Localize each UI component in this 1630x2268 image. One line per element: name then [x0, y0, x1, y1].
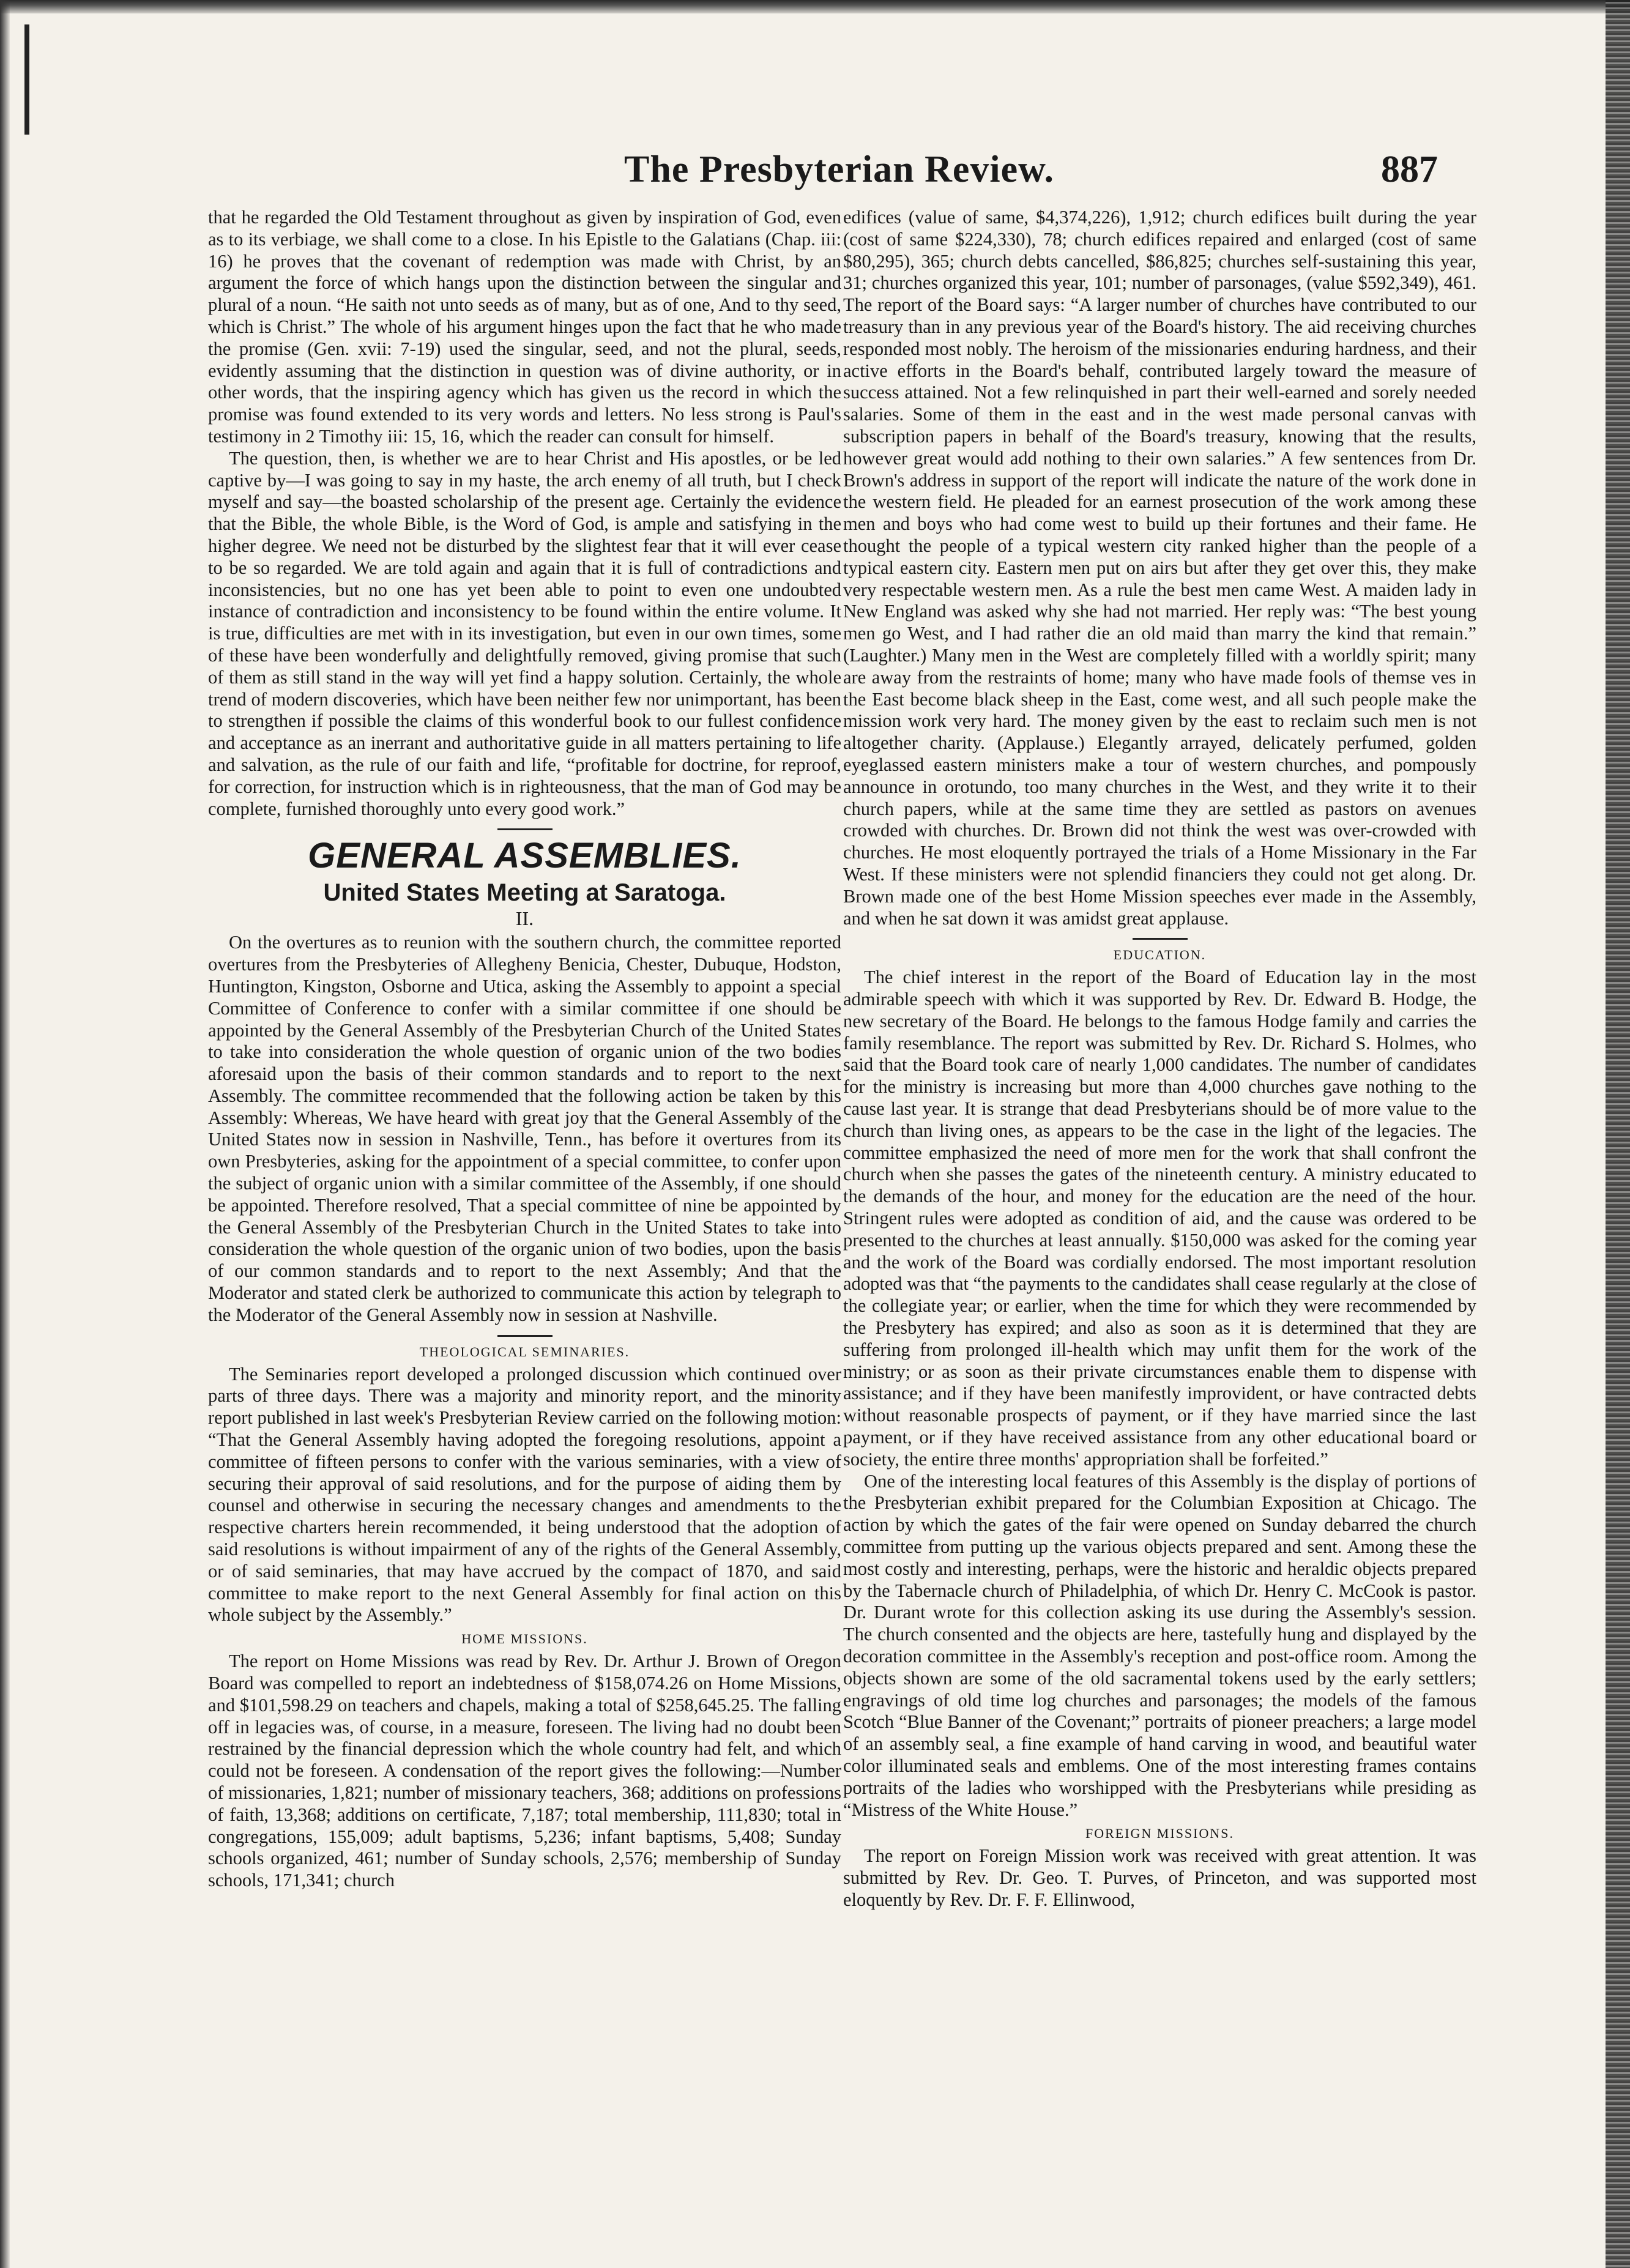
- education-title: EDUCATION.: [1113, 947, 1207, 963]
- assembly-heading: GENERAL ASSEMBLIES.: [308, 836, 742, 876]
- scan-top-edge: [0, 0, 1630, 13]
- home-missions-continued: edifices (value of same, $4,374,226), 1,912; church edifices built during the year (cost of same $224,330), 78; church edifices repaired and enlarged (cost of same $80,295), 365; church debts cancelled, $86,825; churches self-sustaining this year, 31; churches organized this year, 101; number of parsonages, (value $592,349), 461. The report of the Board says: “A larger number of churches have contributed to our treasury than in any previous year of the Board's history. The aid receiving churches responded most nobly. The heroism of the missionaries enduring hardness, and their active efforts in the Board's behalf, contributed largely toward the measure of success attained. Not a few relinquished in part their well-earned and sorely needed salaries. Some of them in the east and in the west made personal canvas with subscription papers in behalf of the Board's treasury, knowing that the results, however great would add nothing to their own salaries.” A few sentences from Dr. Brown's address in support of the report will indicate the nature of the work done in the western field. He pleaded for an earnest prosecution of the work among these men and boys who had come west to build up their fortunes and their fame. He thought the people of a typical western city ranked higher than the people of a typical eastern city. Eastern men put on airs but after they get over this, they make very respectable western men. As a rule the best men came West. A maiden lady in New England was asked why she had not married. Her reply was: “The best young men go West, and I had rather die an old maid than marry the kind that remain.” (Laughter.) Many men in the West are completely filled with a worldly spirit; many are away from the restraints of home; many who have made fools of themse ves in the East become black sheep in the East, come west, and all such people make the mission work very hard. The money given by the east to reclaim such men is not altogether charity. (Applause.) Elegantly arrayed, delicately perfumed, golden eyeglassed eastern ministers make a tour of western churches, and pompously announce in orotundo, too many churches in the West, and they write it to their church papers, while at the same time they are settled as pastors on avenues crowded with churches. Dr. Brown did not think the west was over-crowded with churches. He most eloquently portrayed the trials of a Home Missionary in the Far West. If these ministers were not splendid financiers they could not get along. Dr. Brown made one of the best Home Mission speeches ever made in the Assembly, and when he sat down it was amidst great applause.: [843, 207, 1476, 929]
- publication-title: The Presbyterian Review.: [624, 149, 1055, 190]
- home-missions-title: HOME MISSIONS.: [461, 1631, 588, 1647]
- section-divider: [1133, 938, 1188, 940]
- article-paragraph: The question, then, is whether we are to hear Christ and His apostles, or be led captive by—I was going to say in my haste, the arch enemy of all truth, but I check myself and say—the boasted scholarship of the present age. Certainly the evidence that the Bible, the whole Bible, is the Word of God, is ample and satisfying in the higher degree. We need not be disturbed by the slightest fear that it will ever cease to be so regarded. We are told again and again that it is full of contradictions and inconsistencies, but no one has yet been able to point to even one undoubted instance of contradiction and inconsistency to be found within the entire volume. It is true, difficulties are met with in its investigation, but even in our own times, some of these have been wonderfully and delightfully removed, giving promise that such of them as still stand in the way will yet find a happy solution. Certainly, the whole trend of modern discoveries, which have been neither few nor unimportant, has been to strengthen if possible the claims of this wonderful book to our fullest confidence and acceptance as an inerrant and authoritative guide in all matters pertaining to life and salvation, as the rule of our faith and life, “profitable for doctrine, for reproof, for correction, for instruction which is in righteousness, that the man of God may be complete, furnished thoroughly unto every good work.”: [208, 447, 841, 819]
- home-missions-paragraph: The report on Home Missions was read by Rev. Dr. Arthur J. Brown of Oregon Board was compelled to report an indebtedness of $158,074.26 on Home Missions, and $101,598.29 on teachers and chapels, making a total of $258,645.25. The falling off in legacies was, of course, in a measure, foreseen. The living had no doubt been restrained by the financial depression which the whole country had felt, and which could not be foreseen. A condensation of the report gives the following:—Number of missionaries, 1,821; number of missionary teachers, 368; additions on professions of faith, 13,368; additions on certificate, 7,187; total membership, 111,830; total in congregations, 155,009; adult baptisms, 5,236; infant baptisms, 5,408; Sunday schools organized, 461; number of Sunday schools, 2,576; membership of Sunday schools, 171,341; church: [208, 1651, 841, 1891]
- overtures-paragraph: On the overtures as to reunion with the southern church, the committee reported overtures from the Presbyteries of Allegheny Benicia, Chester, Dubuque, Hodston, Huntington, Kingston, Osborne and Utica, asking the Assembly to appoint a special Committee of Conference to confer with a similar committee if one should be appointed by the General Assembly of the Presbyterian Church of the United States to take into consideration the whole question of organic union of the two bodies aforesaid upon the basis of their common standards and to report to the next Assembly. The committee recommended that the following action be taken by this Assembly: Whereas, We have heard with great joy that the General Assembly of the United States now in session in Nashville, Tenn., has before it overtures from its own Presbyteries, asking for the appointment of a special committee, to confer upon the subject of organic union with a similar committee of the Assembly, if one should be appointed. Therefore resolved, That a special committee of nine be appointed by the General Assembly of the Presbyterian Church in the United States to take into consideration the whole question of the organic union of two bodies, upon the basis of our common standards and to report to the next Assembly; And that the Moderator and stated clerk be authorized to communicate this action by telegraph to the Moderator of the General Assembly now in session at Nashville.: [208, 932, 841, 1325]
- left-column: [208, 207, 841, 1892]
- article-paragraph: that he regarded the Old Testament throughout as given by inspiration of God, even as to its verbiage, we shall come to a close. In his Epistle to the Galatians (Chap. iii: 16) he proves that the covenant of redemption was made with Christ, by an argument the force of which hangs upon the distinction between the singular and plural of a noun. “He saith not unto seeds as of many, but as of one, And to thy seed, which is Christ.” The whole of his argument hinges upon the fact that he who made the promise (Gen. xvii: 7-19) used the singular, seed, and not the plural, seeds, evidently assuming that the distinction in question was of divine authority, or in other words, that the inspiring agency which has given us the record in which the promise was found extended to its very words and letters. No less strong is Paul's testimony in 2 Timothy iii: 15, 16, which the reader can consult for himself.: [208, 207, 841, 447]
- education-paragraph: The chief interest in the report of the Board of Education lay in the most admirable speech with which it was supported by Rev. Dr. Edward B. Hodge, the new secretary of the Board. He belongs to the famous Hodge family and carries the family resemblance. The report was submitted by Rev. Dr. Richard S. Holmes, who said that the Board took care of nearly 1,000 candidates. The number of candidates for the ministry is increasing but more than 4,000 churches gave nothing to the cause last year. It is strange that dead Presbyterians should be of more value to the church than living ones, as appears to be the case in the light of the legacies. The committee emphasized the need of more men for the work that shall confront the church when she passes the gates of the nineteenth century. A ministry educated to the demands of the hour, and money for the education are the need of the hour. Stringent rules were adopted as condition of aid, and the cause was ordered to be presented to the churches at least annually. $150,000 was asked for the coming year and the work of the Board was cordially endorsed. The most important resolution adopted was that “the payments to the candidates shall cease regularly at the close of the collegiate year; or earlier, when the time for which they were recommended by the Presbytery has expired; and also as soon as it is determined that they are suffering from prolonged ill-health which may unfit them for the work of the ministry; or as soon as their private circumstances enable them to dispense with assistance; and if they have been manifestly improvident, or have contracted debts without reasonable prospects of payment, or if they have married since the last payment, or if they have received assistance from any other educational board or society, the entire three months' appropriation shall be forfeited.”: [843, 967, 1476, 1470]
- section-divider: [497, 828, 553, 830]
- seminaries-paragraph: The Seminaries report developed a prolonged discussion which continued over parts of three days. There was a majority and minority report, and the minority report published in last week's Presbyterian Review carried on the following motion: “That the General Assembly having adopted the foregoing resolutions, appoint a committee of fifteen persons to confer with the various seminaries, with a view of securing their approval of said resolutions, and for the purpose of aiding them by counsel and otherwise in securing the necessary changes and amendments to the respective charters herein recommended, it being understood that the adoption of said resolutions is without impairment of any of the rights of the General Assembly, or of said seminaries, that may have accrued by the compact of 1870, and said committee to make report to the next General Assembly for final action on this whole subject by the Assembly.”: [208, 1363, 841, 1626]
- page-number: 887: [1381, 149, 1438, 190]
- right-column: [843, 207, 1476, 1911]
- exhibit-paragraph: One of the interesting local features of this Assembly is the display of portions of the Presbyterian exhibit prepared for the Columbian Exposition at Chicago. The action by which the gates of the fair were opened on Sunday debarred the church committee from putting up the various objects prepared and sent. Among these the most costly and interesting, perhaps, were the historic and heraldic objects prepared by the Tabernacle church of Philadelphia, of which Dr. Henry C. McCook is pastor. Dr. Durant wrote for this collection asking its use during the Assembly's session. The church consented and the objects are here, tastefully hung and displayed by the decoration committee in the Assembly's reception and post-office room. Among the objects shown are some of the old sacramental tokens used by the early settlers; engravings of old time log churches and parsonages; the models of the famous Scotch “Blue Banner of the Covenant;” portraits of pioneer preachers; a large model of an assembly seal, a fine example of hand carving in wood, and beautiful water color illuminated seals and emblems. One of the most interesting frames contains portraits of the ladies who worshipped with the Presbyterians while presiding as “Mistress of the White House.”: [843, 1470, 1476, 1820]
- foreign-missions-paragraph: The report on Foreign Mission work was received with great attention. It was submitted by Rev. Dr. Geo. T. Purves, of Princeton, and was supported most eloquently by Rev. Dr. F. F. Ellinwood,: [843, 1845, 1476, 1910]
- scan-mark: [24, 24, 29, 135]
- foreign-missions-title: FOREIGN MISSIONS.: [1085, 1826, 1235, 1842]
- section-divider: [497, 1335, 553, 1337]
- scan-left-edge: [0, 0, 10, 2268]
- page-header: [196, 148, 1438, 203]
- assembly-part: II.: [515, 907, 534, 930]
- assembly-subheading: United States Meeting at Saratoga.: [323, 879, 726, 907]
- scan-right-edge: [1606, 0, 1630, 2268]
- seminaries-title: THEOLOGICAL SEMINARIES.: [419, 1344, 630, 1359]
